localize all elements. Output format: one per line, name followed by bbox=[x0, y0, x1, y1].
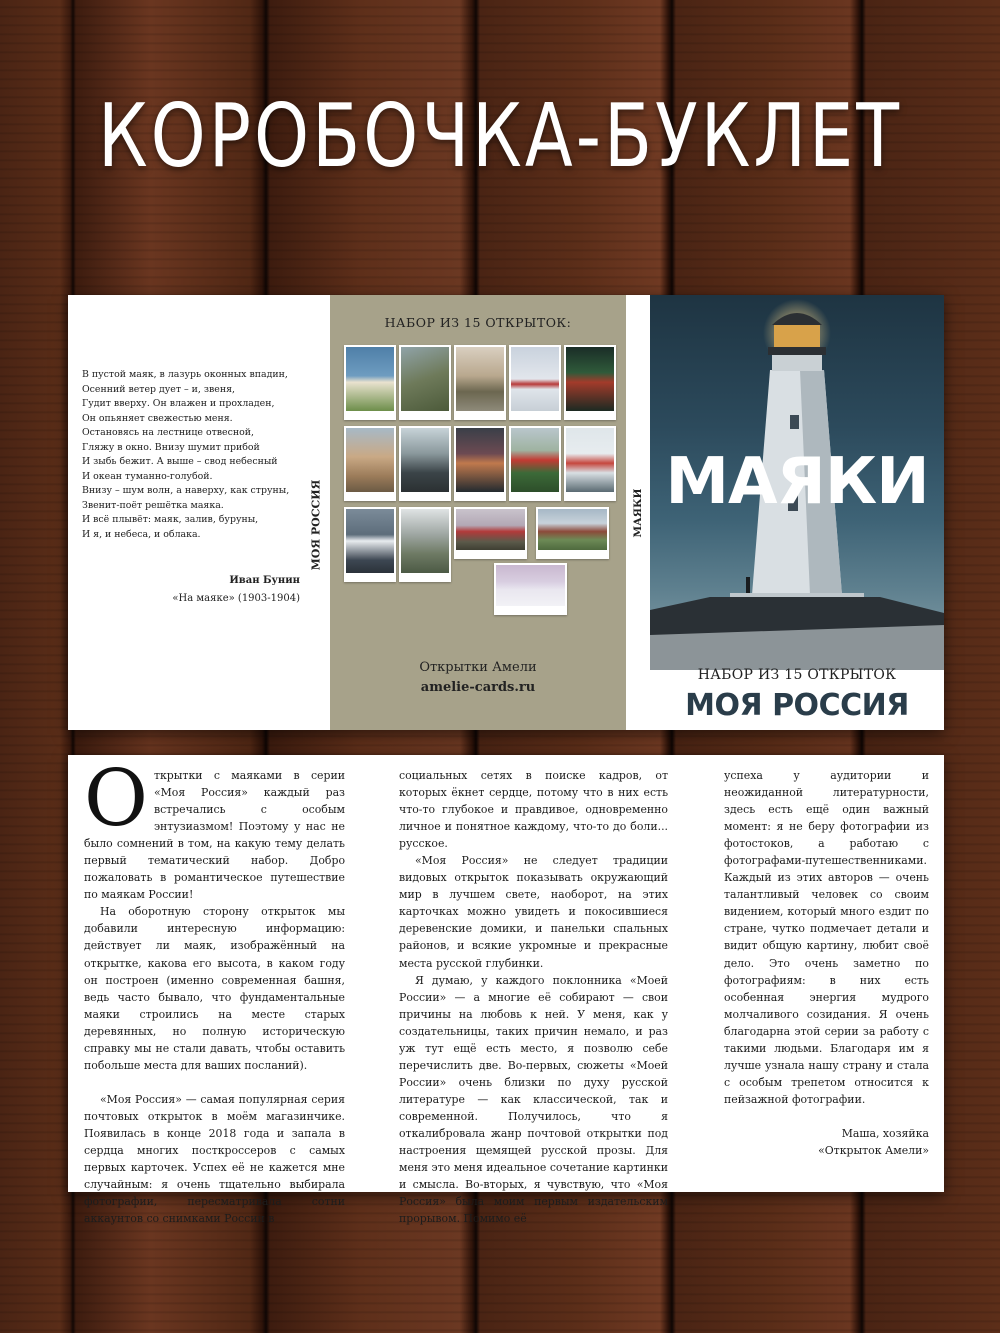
poem-line: Осенний ветер дует – и, звеня, bbox=[82, 383, 235, 395]
poem-line: Остановясь на лестнице отвесной, bbox=[82, 427, 254, 438]
article-paragraph: социальных сетях в поиске кадров, от которых ёкнет сердце, потому что в них есть что-то глубокое и правдивое, одновременно личное и понятное каждому, что-то до боли... русское. bbox=[399, 769, 668, 851]
postcard-thumbnail bbox=[494, 563, 567, 615]
postcard-thumbnail bbox=[536, 507, 609, 559]
postcard-thumbnail bbox=[509, 426, 561, 501]
postcard-thumbnail bbox=[344, 426, 396, 501]
poem-line: В пустой маяк, в лазурь оконных впадин, bbox=[82, 369, 288, 380]
postcard-thumbnail bbox=[399, 507, 451, 582]
poem-text bbox=[82, 368, 312, 542]
postcard-thumbnail bbox=[454, 507, 527, 559]
postcard-thumbnail bbox=[399, 426, 451, 501]
back-website: amelie-cards.ru bbox=[420, 680, 536, 695]
postcard-thumbnail bbox=[344, 507, 396, 582]
back-brand: Открытки Амели bbox=[419, 660, 537, 675]
postcard-thumbnail bbox=[509, 345, 561, 420]
signature-line-1: Маша, хозяйка bbox=[841, 1126, 929, 1140]
article-column-3 bbox=[724, 767, 929, 1159]
postcard-thumbnail bbox=[454, 426, 506, 501]
article-paragraph: успеха у аудитории и неожиданной литературности, здесь есть ещё один важный момент: я не беру фотографии из фотостоков, а работаю с фотографами-путешественниками. Каждый из этих авторов — очень талантливый человек со своим видением, который много ездит по стране, чутко подмечает детали и видит общую картину, любит своё дело. Это очень заметно по фотографиям: в них есть особенная энергия мудрого молчаливого созидания. Я очень благодарна этой серии за работу с такими людьми. Благодаря им я лучше узнала нашу страну и стала с особым трепетом относится к пейзажной фотографии. bbox=[724, 769, 929, 1106]
poem-line: Гудит вверху. Он влажен и прохладен, bbox=[82, 398, 275, 409]
postcard-thumbnail bbox=[344, 345, 396, 420]
cover-series: МОЯ РОССИЯ bbox=[685, 688, 909, 723]
drop-cap: О bbox=[84, 754, 148, 844]
cover-title: МАЯКИ bbox=[665, 445, 929, 519]
poem-line: Внизу – шум волн, а наверху, как струны, bbox=[82, 485, 290, 496]
poem-line: Звенит-поёт решётка маяка. bbox=[82, 499, 224, 511]
cover-photo bbox=[650, 295, 944, 670]
article-paragraph: На оборотную сторону открыток мы добавили интересную информацию: действует ли маяк, изображённый на открытке, какова его высота, в каком году он построен (именно современная башня, ведь часто бывало, что фундаментальные маяки строились на месте старых деревянных, но полную историческую справку мы не стали давать, чтобы оставить побольше места для ваших посланий). bbox=[84, 905, 345, 1072]
spine-right bbox=[626, 295, 650, 730]
cover-subtitle: НАБОР ИЗ 15 ОТКРЫТОК bbox=[697, 667, 897, 683]
postcard-thumbnail bbox=[454, 345, 506, 420]
poem-line: И всё плывёт: маяк, залив, буруны, bbox=[82, 514, 259, 525]
back-panel bbox=[330, 295, 626, 730]
back-heading: НАБОР ИЗ 15 ОТКРЫТОК: bbox=[384, 315, 572, 330]
postcard-thumbnail bbox=[564, 426, 616, 501]
poem-line: Он опьяняет свежестью меня. bbox=[82, 412, 233, 424]
article-paragraph: ткрытки с маяками в серии «Моя Россия» каждый раз встречались с особым энтузиазмом! Поэтому у нас не было сомнений в том, на какую тему делать первый тематический набор. Добро пожаловать в романтическое путешествие по маякам России! bbox=[84, 769, 345, 902]
article-paragraph: «Моя Россия» — самая популярная серия почтовых открыток в моём магазинчике. Появилась в конце 2018 года и запала в сердца многих посткроссеров с самых первых карточек. Успех её не кажется мне случайным: я очень тщательно выбирала фотографии, пересматривала сотни аккаунтов со снимками России в bbox=[84, 1092, 345, 1226]
poem-line: И океан туманно-голубой. bbox=[82, 470, 213, 482]
postcard-thumbnail bbox=[399, 345, 451, 420]
postcard-thumbnail bbox=[564, 345, 616, 420]
article-column-2 bbox=[399, 767, 668, 1227]
article-sheet bbox=[68, 754, 944, 1226]
poem-line: И я, и небеса, и облака. bbox=[82, 528, 201, 540]
cover-panel bbox=[650, 295, 944, 730]
signature-line-2: «Открыток Амели» bbox=[818, 1143, 929, 1157]
page-title: КОРОБОЧКА-БУКЛЕТ bbox=[97, 84, 903, 188]
spine-left-text: МОЯ РОССИЯ bbox=[309, 479, 323, 571]
poem-panel bbox=[68, 295, 330, 730]
article-paragraph: «Моя Россия» не следует традиции видовых открыток показывать окружающий мир в лучшем свете, наоборот, на этих карточках можно увидеть и покосившиеся деревенские домики, и панельки спальных районов, и всякие укромные и прекрасные места русской глубинки. bbox=[399, 854, 668, 970]
article-paragraph: Я думаю, у каждого поклонника «Моей России» — а многие её собирают — свои причины на любовь к ней. У меня, как у создательницы, таких причин немало, и раз уж тут ещё есть место, я позволю себе перечислить две. Во-первых, сюжеты «Моей России» очень близки по духу русской литературе — как классической, так и современной. Получилось, что я откалибровала жанр почтовой открытки под настроения щемящей русской прозы. Для меня это меня идеальное сочетание картинки и смысла. Во-вторых, я чувствую, что «Моя Россия» была моим первым издательским прорывом. Помимо её bbox=[399, 973, 668, 1226]
poem-line: Гляжу в окно. Внизу шумит прибой bbox=[82, 441, 260, 453]
poem-source: «На маяке» (1903-1904) bbox=[172, 593, 300, 604]
poem-author: Иван Бунин bbox=[229, 575, 300, 586]
article-column-1 bbox=[84, 754, 345, 1227]
spine-label-left bbox=[306, 465, 326, 585]
poem-line: И зыбь бежит. А выше – свод небесный bbox=[82, 456, 278, 467]
booklet-box bbox=[68, 295, 944, 730]
spine-right-text: МАЯКИ bbox=[632, 488, 644, 538]
